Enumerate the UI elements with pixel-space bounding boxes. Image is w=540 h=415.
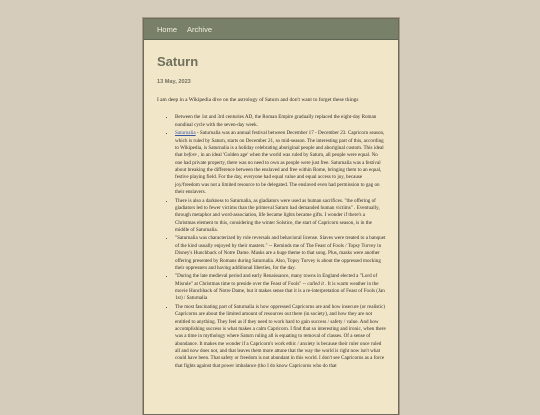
list-item bbox=[175, 130, 386, 196]
post-intro: I am deep in a Wikipedia dive on the astrology of Saturn and don't want to forget these things bbox=[157, 97, 359, 103]
list-item bbox=[175, 235, 386, 272]
list-item bbox=[175, 273, 386, 303]
nav-archive-link[interactable]: Archive bbox=[187, 24, 213, 34]
list-item-text: . It is warm weather in the movie Hunchback of Notre Dame, but it makes sense that it is a re-interpretation of Feast of Fools (Jan 1st) / Saturnalia bbox=[175, 280, 385, 302]
list-item-text: "Saturnalia was characterized by role reversals and behavioral license. Slaves were treated to a banquet of the kind usually enjoyed by their masters." -- Reminds me of The Feast of Fools / Topsy Turvey in Disney's Hunchback of Notre Dame. Masks are a huge theme to that song. Plus, masks were another offering presented by Romans during Saturnalia. Also, Topsy Turvey is about the oppressed mocking their oppressers and having additional liberties, for the day. bbox=[175, 235, 386, 271]
list-item-text: "During the late medieval period and early Renaissance, many towns in England elected a "Lord of Misrule" at Christmas time to preside over the Feast of Fools" -- bbox=[175, 273, 378, 287]
notes-list bbox=[157, 114, 386, 370]
list-item-text: The most fascinating part of Saturnalia is how oppressed Capricorns are and how insecure (or realistic) Capricorns are about the limited amount of resources out there (in society), and how they are not entitled to anything. They feel as if they need to work hard to gain success / safety / value. And how accomplishing success is what makes a calm Capricorn. I find that so interesting and ironic, when there was a time in mythology where Saturn ruling all is equating to removal of classes. Of a sense of abundance. It makes me wonder if a Capricorn's work ethic / anxiety is because their ruler once ruled all and now does not, and that leaves them more attune that the way the world is right now isn't what could have been. That safety or freedom is not abundant in this world. I don't see Capricorns as a force that fights against that power imbalance (tho I do know Capricorns who do that bbox=[175, 303, 386, 369]
emphasis-text: before bbox=[183, 152, 197, 159]
list-item bbox=[175, 114, 386, 129]
saturnalia-link[interactable]: Saturnalia bbox=[175, 130, 196, 137]
list-item-text: - Saturnalia was an annual festival between December 17 - December 23. Capricorn season, which is ruled by Saturn, starts on December 21, so mid-season. The interesting part of this, according to Wikipedia, is Saturnalia is a holiday celebrating aboriginal people and aboriginal custom. This ideal that bbox=[175, 130, 385, 159]
page-card bbox=[143, 18, 399, 415]
list-item-text: There is also a darkness to Saturnalia, as gladiators were used as human sacrifices. "the offering of gladiators led to fewer victims than the primeval Saturn had demanded human victims" . Eventually, through metaphor and word-association, life became lights became gifts. I wonder if there's a Christmas element to this, considering the winter Solstice, the start of Capricorn season, is in the middle of Saturnalia. bbox=[175, 197, 380, 233]
emphasis-text: called it bbox=[307, 280, 324, 287]
list-item-text: Between the 1st and 3rd centuries AD, the Roman Empire gradually replaced the eight-day Roman nundinal cycle with the seven-day week. bbox=[175, 114, 377, 128]
list-item-text: , in an ideal 'Golden age' when the world was ruled by Saturn, all people were equal. No one had private property, there was no need to own as people were just free. Saturnalia was a festival about breaking the difference between the enslaved and free within Rome, bringing them to an equal, festive playing field. For the day, everyone had equal value and equal access to joy, because joy/freedom was not a limited resource to be delegated. The enslaved even had permission to gag on their enslavers. bbox=[175, 152, 382, 196]
post-date: 13 May, 2023 bbox=[157, 79, 191, 85]
top-nav bbox=[144, 19, 398, 40]
list-item bbox=[175, 304, 386, 370]
post-title: Saturn bbox=[157, 54, 199, 69]
list-item bbox=[175, 198, 386, 235]
post-content bbox=[144, 54, 398, 370]
nav-home-link[interactable]: Home bbox=[157, 24, 178, 34]
